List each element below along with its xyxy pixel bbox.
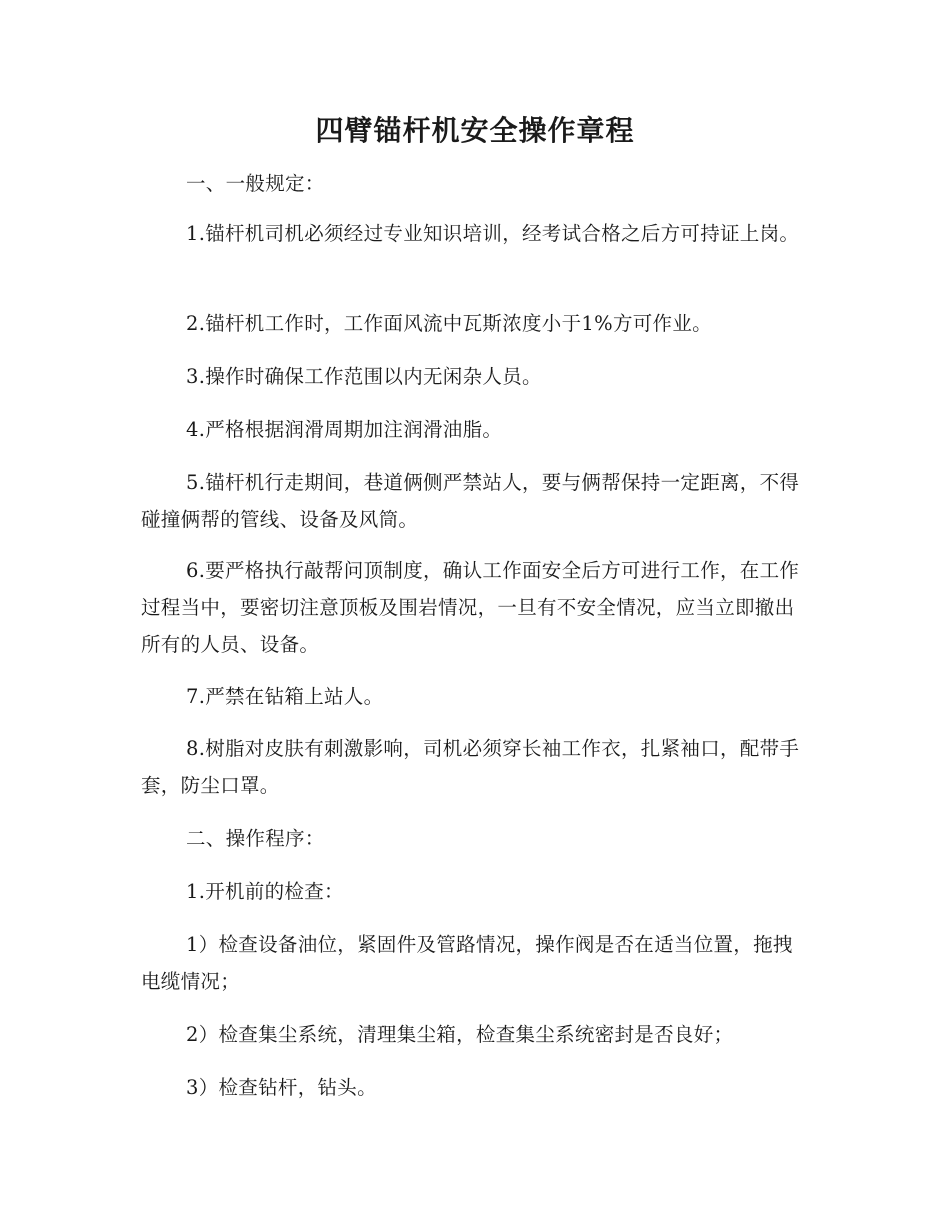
- section-heading-procedure: 二、操作程序：: [186, 827, 325, 850]
- paragraph-rule-2: 2.锚杆机工作时，工作面风流中瓦斯浓度小于1%方可作业。: [186, 312, 712, 335]
- paragraph-check-3: 3）检查钻杆，钻头。: [186, 1076, 377, 1099]
- paragraph-rule-6: 6.要严格执行敲帮问顶制度，确认工作面安全后方可进行工作，在工作过程当中，要密切注意顶板及围岩情况，一旦有不安全情况，应当立即撤出所有的人员、设备。: [141, 559, 800, 656]
- paragraph-check-2: 2）检查集尘系统，清理集尘箱，检查集尘系统密封是否良好；: [186, 1023, 734, 1046]
- document-title: 四臂锚杆机安全操作章程: [315, 114, 635, 147]
- paragraph-rule-4: 4.严格根据润滑周期加注润滑油脂。: [186, 418, 503, 441]
- paragraph-check-1: 1）检查设备油位，紧固件及管路情况，操作阀是否在适当位置，拖拽电缆情况；: [141, 933, 793, 993]
- section-heading-general: 一、一般规定：: [186, 172, 325, 195]
- paragraph-rule-5: 5.锚杆机行走期间，巷道俩侧严禁站人，要与俩帮保持一定距离，不得碰撞俩帮的管线、设备及风筒。: [141, 471, 800, 531]
- paragraph-step-1: 1.开机前的检查：: [186, 880, 344, 903]
- paragraph-rule-1: 1.锚杆机司机必须经过专业知识培训，经考试合格之后方可持证上岗。: [186, 222, 800, 245]
- paragraph-rule-3: 3.操作时确保工作范围以内无闲杂人员。: [186, 365, 542, 388]
- paragraph-rule-8: 8.树脂对皮肤有刺激影响，司机必须穿长袖工作衣，扎紧袖口，配带手套，防尘口罩。: [141, 737, 800, 797]
- paragraph-rule-7: 7.严禁在钻箱上站人。: [186, 685, 384, 708]
